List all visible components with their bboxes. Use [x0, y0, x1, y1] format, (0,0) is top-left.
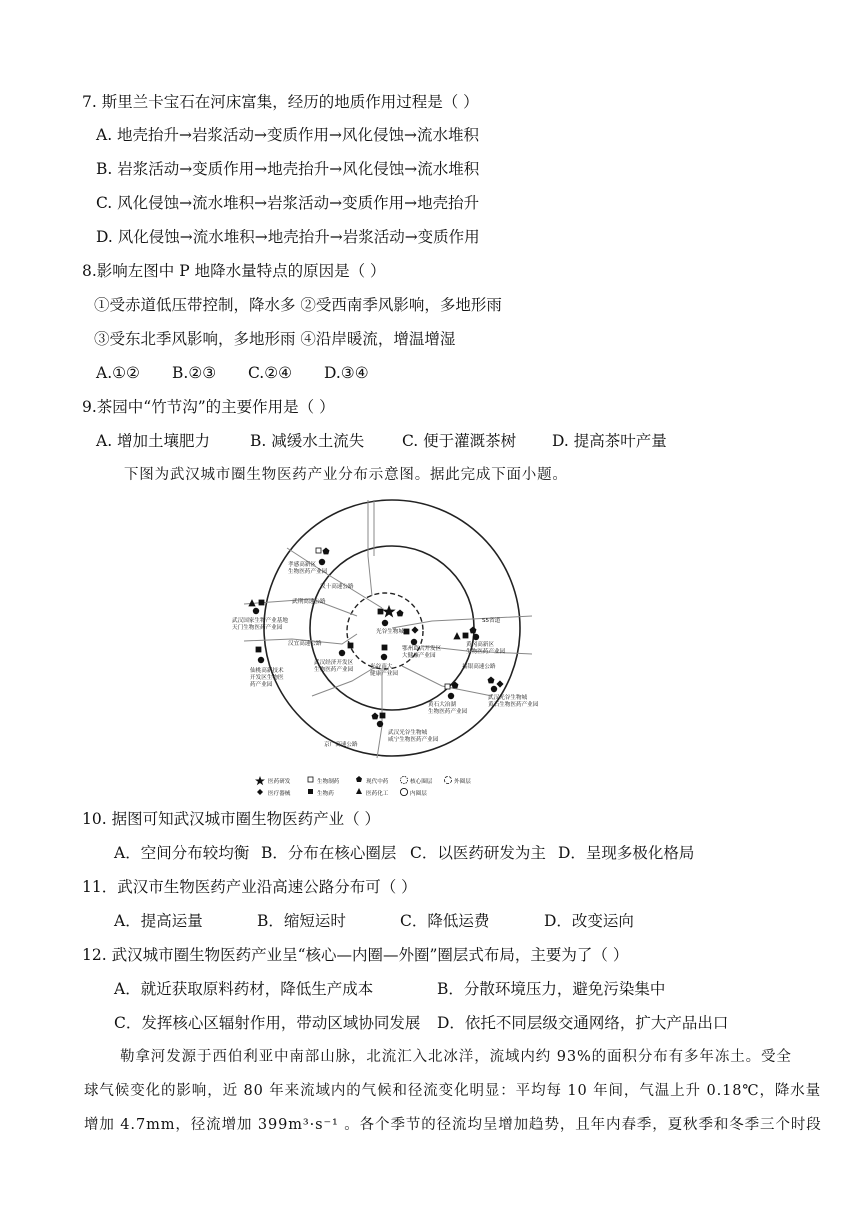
label-xiaogan: 孝感高新区 — [288, 562, 316, 568]
site-tianmen — [253, 608, 259, 614]
legend-chinese-med: 现代中药 — [366, 779, 389, 785]
q11-option-b: B．缩短运时 — [257, 912, 346, 930]
mark-bio-pharma-daye — [445, 684, 450, 689]
legend-icon-bio-drug — [308, 789, 313, 794]
mark-bio-drug-guanggu-south — [382, 645, 387, 650]
mark-chem-huanggang — [454, 633, 460, 639]
site-xiantao — [258, 657, 264, 663]
label-wujing: 武荆高速公路 — [292, 599, 326, 605]
q10-option-d: D．呈现多极化格局 — [558, 844, 695, 862]
mark-chinese-med-huangshi — [488, 677, 494, 683]
mark-bio-drug-xianning — [380, 713, 385, 718]
site-huangshi-daye — [448, 693, 454, 699]
q12-option-c: C．发挥核心区辐射作用，带动区域协同发展 — [114, 1014, 421, 1032]
q10-option-c: C．以医药研发为主 — [410, 844, 546, 862]
q11-stem: 11．武汉市生物医药产业沿高速公路分布可（ ） — [82, 878, 417, 896]
mark-rnd-guanggu — [384, 606, 395, 617]
label-guanggu-south: 光谷南大 — [370, 664, 393, 670]
mark-bio-drug-guanggu — [378, 609, 383, 614]
legend-icon-chinese-med — [356, 776, 362, 782]
q8-option-b: B.②③ — [172, 364, 217, 382]
label-fuyin: 福银高速公路 — [462, 664, 496, 670]
q7-option-c: C. 风化侵蚀→流水堆积→岩浆活动→变质作用→地壳抬升 — [96, 194, 480, 212]
site-huanggang — [473, 634, 479, 640]
site-jingkai — [339, 650, 345, 656]
q7-option-d: D. 风化侵蚀→流水堆积→地壳抬升→岩浆活动→变质作用 — [96, 228, 480, 246]
q7-option-b: B. 岩浆活动→变质作用→地壳抬升→风化侵蚀→流水堆积 — [96, 160, 480, 178]
label-huangshi-biocity: 武汉光谷生物城 — [488, 695, 528, 701]
mark-bio-pharma-xiaogan — [316, 548, 321, 553]
q11-option-d: D．改变运向 — [544, 912, 634, 930]
label-guanggu: 光谷生物城 — [376, 629, 404, 635]
legend-core: 核心圈层 — [410, 779, 433, 785]
mark-chinese-med-guanggu — [397, 610, 403, 616]
label-jingkai: 武汉经济开发区 — [314, 660, 354, 666]
site-xianning — [377, 721, 383, 727]
q9-option-d: D. 提高茶叶产量 — [552, 432, 667, 450]
q9-option-c: C. 便于灌溉茶树 — [402, 432, 517, 450]
q8-statement-line2: ③受东北季风影响，多地形雨 ④沿岸暖流，增温增湿 — [94, 330, 456, 348]
mark-bio-drug-tianmen — [259, 600, 264, 605]
label-xianning-2: 咸宁生物医药产业园 — [388, 737, 439, 743]
legend-icon-bio-pharma — [308, 777, 313, 782]
label-tianmen: 武汉国家生物产业基地 — [232, 618, 288, 624]
legend-inner: 内圈层 — [410, 791, 427, 797]
site-guanggu — [382, 620, 388, 626]
q8-option-a: A.①② — [96, 364, 140, 382]
mark-chinese-med-xianning — [372, 713, 378, 719]
q7-option-a: A. 地壳抬升→岩浆活动→变质作用→风化侵蚀→流水堆积 — [96, 126, 479, 144]
q9-stem: 9.茶园中“竹节沟”的主要作用是（ ） — [82, 398, 335, 416]
mark-device-huangshi — [497, 681, 503, 687]
map-intro: 下图为武汉城市圈生物医药产业分布示意图。据此完成下面小题。 — [124, 467, 568, 483]
legend-icon-chem — [356, 788, 362, 794]
site-ezhou — [411, 639, 417, 645]
legend-bio-drug: 生物药 — [317, 791, 334, 797]
label-xiaogan-2: 生物医药产业园 — [288, 569, 328, 575]
site-huangshi-biocity — [491, 686, 497, 692]
passage-line3: 增加 4.7mm，径流增加 399m³·s⁻¹ 。各个季节的径流均呈增加趋势，且年内春季，夏秋季和冬季三个时段 — [84, 1117, 822, 1133]
q9-option-b: B. 减缓水土流失 — [250, 432, 365, 450]
label-ezhou-2: 大健康产业园 — [402, 653, 436, 659]
label-guanggu-south-2: 健康产业园 — [370, 671, 398, 677]
label-huangshi-daye: 黄石大冶湖 — [428, 702, 456, 708]
q11-option-c: C．降低运费 — [400, 912, 490, 930]
q12-option-a: A．就近获取原料药材，降低生产成本 — [114, 980, 374, 998]
legend-rnd: 医药研发 — [268, 779, 291, 785]
label-hanyi: 汉宜高速公路 — [288, 641, 322, 647]
label-xiantao: 仙桃高新技术 — [250, 668, 284, 674]
label-huangshi-biocity-2: 黄石生物医药产业园 — [488, 702, 539, 708]
q9-option-a: A. 增加土壤肥力 — [96, 432, 211, 450]
legend-icon-rnd — [255, 776, 265, 785]
label-tianmen-2: 天门生物医药产业园 — [232, 625, 283, 631]
passage-line1: 勒拿河发源于西伯利亚中南部山脉，北流汇入北冰洋，流域内约 93%的面积分布有多年冻土。受全 — [120, 1049, 792, 1065]
legend-icon-outer — [444, 776, 451, 783]
q10-option-a: A．空间分布较均衡 — [114, 844, 250, 862]
label-s5: S5省道 — [482, 618, 501, 624]
q12-option-b: B．分散环境压力，避免污染集中 — [437, 980, 666, 998]
passage-line2: 球气候变化的影响，近 80 年来流域内的气候和径流变化明显：平均每 10 年间，气温上升 0.18℃，降水量 — [84, 1083, 822, 1099]
q11-option-a: A．提高运量 — [114, 912, 203, 930]
label-huangshi-daye-2: 生物医药产业园 — [428, 709, 468, 715]
legend-outer: 外圈层 — [454, 779, 471, 785]
label-huanggang-2: 生物医药产业园 — [466, 649, 506, 655]
mark-device-xiantao — [256, 647, 261, 652]
legend-bio-pharma: 生物制药 — [317, 779, 340, 785]
legend-chem: 医药化工 — [366, 791, 389, 797]
q12-option-d: D．依托不同层级交通网络，扩大产品出口 — [437, 1014, 729, 1032]
label-jingkai-2: 生物医药产业园 — [314, 667, 354, 673]
label-huanggang: 黄冈高新区 — [466, 642, 494, 648]
site-xiaogan — [319, 559, 325, 565]
legend-device: 医疗器械 — [268, 791, 291, 797]
label-xiantao-3: 药产业园 — [250, 682, 273, 688]
mark-bio-drug-huanggang — [463, 633, 468, 638]
q8-option-c: C.②④ — [248, 364, 293, 382]
mark-bio-drug-ezhou — [404, 629, 409, 634]
label-xianning: 武汉光谷生物城 — [388, 730, 428, 736]
label-ezhou: 鄂州葛店开发区 — [402, 646, 442, 652]
mark-bio-drug-jingkai — [348, 643, 353, 648]
label-xiantao-2: 开发区生物医 — [250, 675, 284, 681]
q10-stem: 10. 据图可知武汉城市圈生物医药产业（ ） — [82, 810, 381, 828]
q12-stem: 12. 武汉城市圈生物医药产业呈“核心—内圈—外圈”圈层式布局，主要为了（ ） — [82, 946, 629, 964]
legend-icon-inner — [400, 788, 407, 795]
q8-stem: 8.影响左图中 P 地降水量特点的原因是（ ） — [82, 262, 386, 280]
legend-icon-core — [400, 776, 407, 783]
q7-stem: 7. 斯里兰卡宝石在河床富集，经历的地质作用过程是（ ） — [82, 93, 479, 111]
label-jingguang: 京广高速公路 — [324, 742, 358, 748]
mark-device-ezhou — [412, 627, 418, 633]
wuhan-biomedicine-map — [232, 496, 552, 802]
q10-option-b: B．分布在核心圈层 — [261, 844, 397, 862]
label-hanshi: 汉十高速公路 — [320, 584, 354, 590]
q8-option-d: D.③④ — [324, 364, 369, 382]
mark-chinese-med-huanggang — [470, 627, 476, 633]
q8-statement-line1: ①受赤道低压带控制，降水多 ②受西南季风影响，多地形雨 — [94, 296, 502, 314]
site-guanggu-south — [381, 654, 387, 660]
legend-icon-device — [257, 789, 263, 795]
mark-chinese-med-xiaogan — [323, 548, 329, 554]
